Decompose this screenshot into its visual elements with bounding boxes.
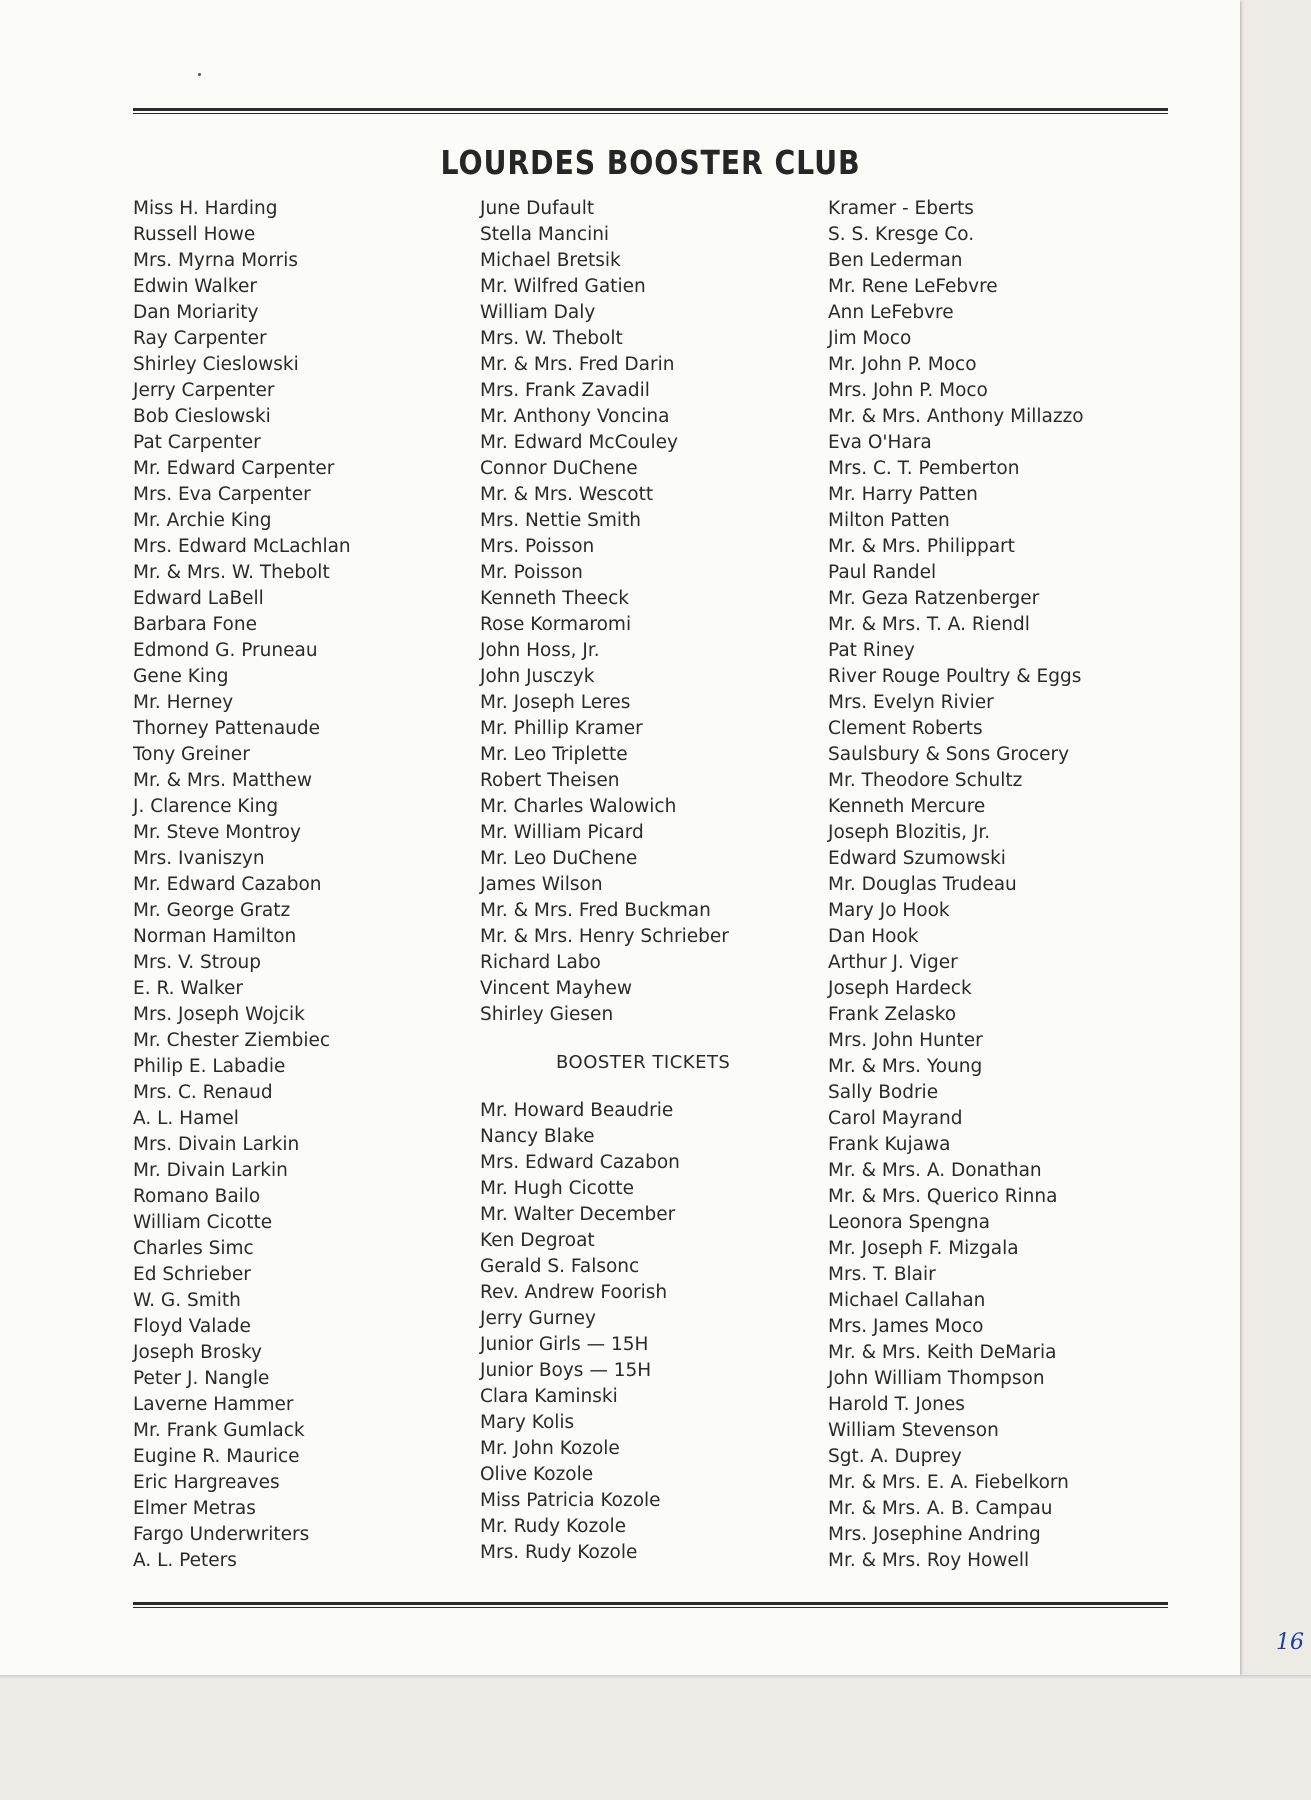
list-item: Floyd Valade	[133, 1316, 251, 1337]
list-item: S. S. Kresge Co.	[828, 224, 975, 245]
list-item: William Daly	[480, 302, 596, 323]
list-item: Mr. Charles Walowich	[480, 796, 677, 817]
list-item: Mr. & Mrs. A. B. Campau	[828, 1498, 1053, 1519]
list-item: Mrs. Josephine Andring	[828, 1524, 1041, 1545]
list-item: Jim Moco	[828, 328, 912, 349]
list-item: Mr. & Mrs. W. Thebolt	[133, 562, 330, 583]
list-item: Mr. Frank Gumlack	[133, 1420, 305, 1441]
list-item: Edwin Walker	[133, 276, 257, 297]
list-item: Clement Roberts	[828, 718, 983, 739]
list-item: Laverne Hammer	[133, 1394, 294, 1415]
list-item: Junior Girls — 15H	[480, 1334, 649, 1355]
page-title: LOURDES BOOSTER CLUB	[440, 143, 861, 182]
list-item: Tony Greiner	[133, 744, 250, 765]
list-item: Charles Simc	[133, 1238, 254, 1259]
list-item: Fargo Underwriters	[133, 1524, 310, 1545]
list-item: Mrs. John P. Moco	[828, 380, 988, 401]
list-item: Eugine R. Maurice	[133, 1446, 300, 1467]
list-item: Kenneth Mercure	[828, 796, 986, 817]
list-item: Mrs. Frank Zavadil	[480, 380, 650, 401]
list-item: Mr. Edward Cazabon	[133, 874, 322, 895]
list-item: A. L. Hamel	[133, 1108, 239, 1129]
top-rule	[133, 108, 1168, 114]
list-item: Mr. & Mrs. Keith DeMaria	[828, 1342, 1057, 1363]
list-item: June Dufault	[480, 198, 595, 219]
list-item: Dan Hook	[828, 926, 919, 947]
list-item: Mrs. C. T. Pemberton	[828, 458, 1020, 479]
list-item: Mary Kolis	[480, 1412, 575, 1433]
list-item: Miss Patricia Kozole	[480, 1490, 661, 1511]
list-item: Sgt. A. Duprey	[828, 1446, 962, 1467]
list-item: Thorney Pattenaude	[133, 718, 321, 739]
list-item: Mr. Edward McCouley	[480, 432, 678, 453]
name-list-column-1	[133, 196, 351, 1574]
list-item: James Wilson	[480, 874, 603, 895]
list-item: Shirley Cieslowski	[133, 354, 299, 375]
list-item: Frank Zelasko	[828, 1004, 957, 1025]
list-item: Mr. & Mrs. Philippart	[828, 536, 1015, 557]
list-item: Mrs. C. Renaud	[133, 1082, 273, 1103]
list-item: Rose Kormaromi	[480, 614, 632, 635]
list-item: Philip E. Labadie	[133, 1056, 286, 1077]
list-item: Barbara Fone	[133, 614, 257, 635]
name-list-column-2	[480, 196, 729, 1028]
list-item: Saulsbury & Sons Grocery	[828, 744, 1070, 765]
list-item: Kenneth Theeck	[480, 588, 629, 609]
list-item: River Rouge Poultry & Eggs	[828, 666, 1082, 687]
list-item: Joseph Hardeck	[828, 978, 972, 999]
list-item: Mr. Phillip Kramer	[480, 718, 643, 739]
list-item: Mr. John P. Moco	[828, 354, 977, 375]
list-item: Joseph Blozitis, Jr.	[828, 822, 991, 843]
list-item: Sally Bodrie	[828, 1082, 939, 1103]
list-item: Ann LeFebvre	[828, 302, 954, 323]
list-item: Mr. Leo Triplette	[480, 744, 628, 765]
list-item: Mrs. Nettie Smith	[480, 510, 641, 531]
list-item: Russell Howe	[133, 224, 256, 245]
list-item: Mr. Rudy Kozole	[480, 1516, 627, 1537]
list-item: Norman Hamilton	[133, 926, 297, 947]
list-item: Gene King	[133, 666, 229, 687]
list-item: Mr. Herney	[133, 692, 234, 713]
stray-mark	[198, 73, 201, 76]
list-item: William Cicotte	[133, 1212, 273, 1233]
list-item: Mr. Rene LeFebvre	[828, 276, 998, 297]
list-item: Mrs. Poisson	[480, 536, 595, 557]
list-item: Ray Carpenter	[133, 328, 267, 349]
list-item: Mr. & Mrs. Henry Schrieber	[480, 926, 729, 947]
list-item: Mr. Hugh Cicotte	[480, 1178, 635, 1199]
list-item: Mr. Douglas Trudeau	[828, 874, 1017, 895]
list-item: Mrs. John Hunter	[828, 1030, 983, 1051]
list-item: Mr. & Mrs. Roy Howell	[828, 1550, 1030, 1571]
list-item: Milton Patten	[828, 510, 950, 531]
list-item: Olive Kozole	[480, 1464, 594, 1485]
list-item: Mr. Leo DuChene	[480, 848, 638, 869]
list-item: Mr. & Mrs. Querico Rinna	[828, 1186, 1058, 1207]
list-item: W. G. Smith	[133, 1290, 241, 1311]
list-item: Mrs. Eva Carpenter	[133, 484, 311, 505]
list-item: John Hoss, Jr.	[480, 640, 600, 661]
list-item: Gerald S. Falsonc	[480, 1256, 640, 1277]
list-item: Mrs. Ivaniszyn	[133, 848, 265, 869]
list-item: Ken Degroat	[480, 1230, 595, 1251]
list-item: Frank Kujawa	[828, 1134, 951, 1155]
list-item: Mr. Chester Ziembiec	[133, 1030, 331, 1051]
list-item: Harold T. Jones	[828, 1394, 965, 1415]
list-item: Pat Carpenter	[133, 432, 261, 453]
list-item: Edward LaBell	[133, 588, 264, 609]
list-item: Leonora Spengna	[828, 1212, 990, 1233]
list-item: Mr. Theodore Schultz	[828, 770, 1023, 791]
list-item: Clara Kaminski	[480, 1386, 618, 1407]
list-item: Mr. Walter December	[480, 1204, 676, 1225]
list-item: John Jusczyk	[480, 666, 595, 687]
list-item: Joseph Brosky	[133, 1342, 262, 1363]
list-item: Kramer - Eberts	[828, 198, 974, 219]
list-item: William Stevenson	[828, 1420, 999, 1441]
list-item: Connor DuChene	[480, 458, 638, 479]
list-item: Mrs. W. Thebolt	[480, 328, 623, 349]
list-item: Mr. & Mrs. T. A. Riendl	[828, 614, 1030, 635]
list-item: Mrs. James Moco	[828, 1316, 984, 1337]
list-item: Eric Hargreaves	[133, 1472, 280, 1493]
list-item: Mr. Joseph F. Mizgala	[828, 1238, 1019, 1259]
list-item: Junior Boys — 15H	[480, 1360, 652, 1381]
list-item: Mr. Archie King	[133, 510, 272, 531]
list-item: Peter J. Nangle	[133, 1368, 270, 1389]
list-item: Mrs. Edward McLachlan	[133, 536, 351, 557]
list-item: Miss H. Harding	[133, 198, 278, 219]
list-item: Mr. & Mrs. Wescott	[480, 484, 654, 505]
list-item: Mr. Poisson	[480, 562, 583, 583]
list-item: Edmond G. Pruneau	[133, 640, 318, 661]
list-item: Mr. John Kozole	[480, 1438, 620, 1459]
list-item: Shirley Giesen	[480, 1004, 614, 1025]
booster-tickets-list	[480, 1098, 680, 1566]
list-item: Mr. & Mrs. Fred Darin	[480, 354, 675, 375]
list-item: E. R. Walker	[133, 978, 244, 999]
bottom-rule	[133, 1602, 1168, 1608]
list-item: Mr. & Mrs. Young	[828, 1056, 983, 1077]
list-item: Mr. Howard Beaudrie	[480, 1100, 674, 1121]
list-item: Mr. Geza Ratzenberger	[828, 588, 1040, 609]
list-item: Romano Bailo	[133, 1186, 261, 1207]
list-item: Paul Randel	[828, 562, 937, 583]
list-item: A. L. Peters	[133, 1550, 237, 1571]
list-item: Mrs. Divain Larkin	[133, 1134, 300, 1155]
list-item: Elmer Metras	[133, 1498, 256, 1519]
list-item: Mr. & Mrs. E. A. Fiebelkorn	[828, 1472, 1069, 1493]
list-item: Vincent Mayhew	[480, 978, 633, 999]
name-list-column-3	[828, 196, 1084, 1574]
list-item: Mr. Steve Montroy	[133, 822, 301, 843]
list-item: Michael Bretsik	[480, 250, 621, 271]
list-item: John William Thompson	[828, 1368, 1045, 1389]
list-item: Mrs. Evelyn Rivier	[828, 692, 994, 713]
list-item: Mrs. Joseph Wojcik	[133, 1004, 305, 1025]
list-item: Mrs. Edward Cazabon	[480, 1152, 680, 1173]
list-item: Robert Theisen	[480, 770, 620, 791]
list-item: Richard Labo	[480, 952, 601, 973]
list-item: Mr. & Mrs. Anthony Millazzo	[828, 406, 1084, 427]
list-item: Mary Jo Hook	[828, 900, 950, 921]
list-item: Mrs. T. Blair	[828, 1264, 936, 1285]
list-item: Jerry Carpenter	[133, 380, 275, 401]
list-item: Jerry Gurney	[480, 1308, 596, 1329]
list-item: Arthur J. Viger	[828, 952, 958, 973]
list-item: Mr. Joseph Leres	[480, 692, 631, 713]
list-item: Michael Callahan	[828, 1290, 986, 1311]
list-item: Mr. & Mrs. Fred Buckman	[480, 900, 711, 921]
list-item: Mrs. Rudy Kozole	[480, 1542, 638, 1563]
list-item: Mr. George Gratz	[133, 900, 291, 921]
booster-tickets-heading: BOOSTER TICKETS	[556, 1052, 731, 1073]
list-item: Mr. Anthony Voncina	[480, 406, 670, 427]
list-item: Mr. Divain Larkin	[133, 1160, 288, 1181]
list-item: Bob Cieslowski	[133, 406, 271, 427]
list-item: Edward Szumowski	[828, 848, 1006, 869]
list-item: Mr. & Mrs. A. Donathan	[828, 1160, 1042, 1181]
list-item: Mr. Harry Patten	[828, 484, 978, 505]
list-item: Eva O'Hara	[828, 432, 932, 453]
list-item: J. Clarence King	[133, 796, 279, 817]
list-item: Stella Mancini	[480, 224, 610, 245]
list-item: Mr. & Mrs. Matthew	[133, 770, 312, 791]
list-item: Ben Lederman	[828, 250, 963, 271]
list-item: Nancy Blake	[480, 1126, 595, 1147]
list-item: Mr. Edward Carpenter	[133, 458, 335, 479]
list-item: Rev. Andrew Foorish	[480, 1282, 668, 1303]
list-item: Mr. William Picard	[480, 822, 644, 843]
list-item: Pat Riney	[828, 640, 915, 661]
list-item: Ed Schrieber	[133, 1264, 251, 1285]
list-item: Mrs. V. Stroup	[133, 952, 261, 973]
list-item: Mr. Wilfred Gatien	[480, 276, 646, 297]
list-item: Mrs. Myrna Morris	[133, 250, 299, 271]
handwritten-page-number: 16	[1276, 1630, 1304, 1655]
page-edge	[0, 1675, 1311, 1679]
list-item: Dan Moriarity	[133, 302, 259, 323]
list-item: Carol Mayrand	[828, 1108, 963, 1129]
